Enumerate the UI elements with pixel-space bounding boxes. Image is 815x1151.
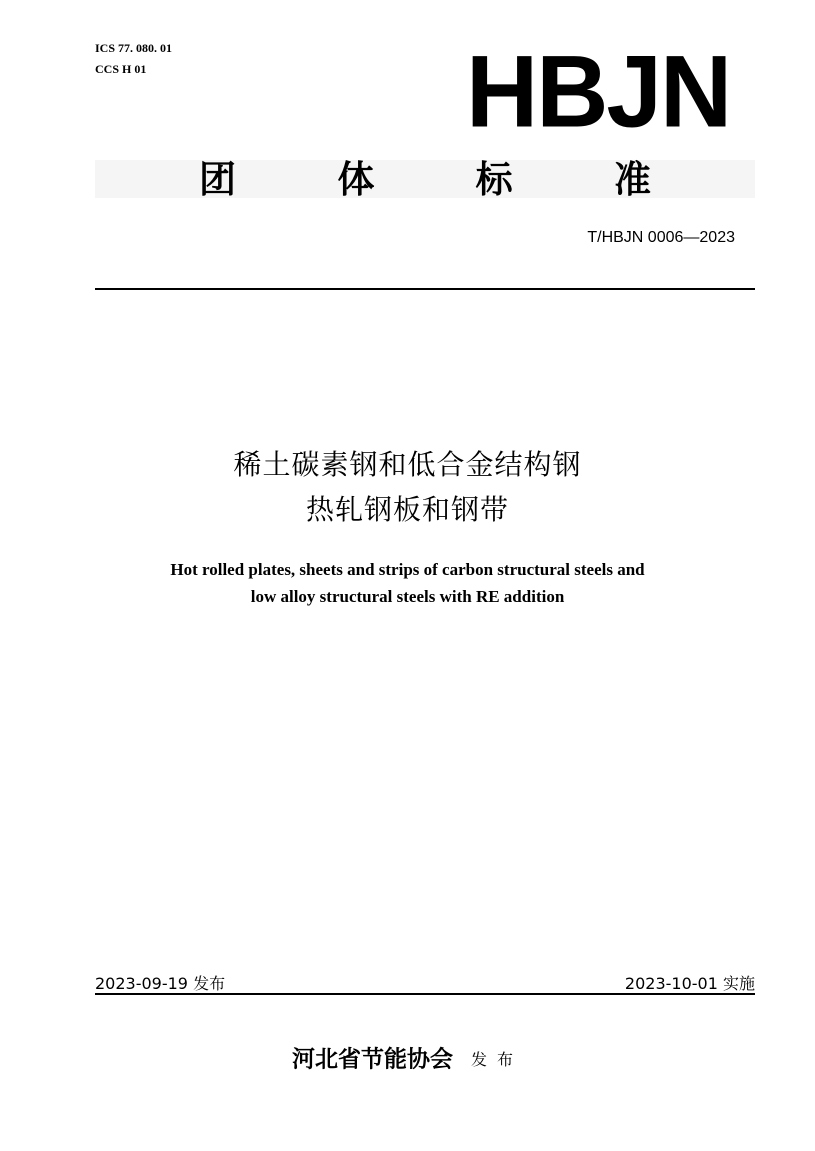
standard-type-heading <box>95 155 755 205</box>
title-chinese-line-2: 热轧钢板和钢带 <box>305 493 509 526</box>
title-english-line-2: low alloy structural steels with RE addition <box>250 587 565 606</box>
title-chinese-line-1: 稀土碳素钢和低合金结构钢 <box>233 448 582 481</box>
standard-type-char: 标 <box>475 158 513 201</box>
publisher-organization: 河北省节能协会 <box>291 1045 453 1073</box>
top-divider <box>95 288 755 290</box>
bottom-divider <box>95 993 755 995</box>
standard-type-char: 团 <box>199 158 236 201</box>
ics-code: ICS 77. 080. 01 <box>95 41 173 55</box>
publisher-action: 发布 <box>470 1049 523 1069</box>
classification-codes <box>95 38 172 80</box>
title-english <box>0 556 815 610</box>
publisher-line <box>0 1042 815 1077</box>
title-english-line-1: Hot rolled plates, sheets and strips of carbon structural steels and <box>170 560 645 579</box>
standard-type-char: 准 <box>613 158 651 201</box>
issue-date: 2023-09-19 发布 <box>95 974 226 993</box>
ccs-code: CCS H 01 <box>95 62 147 76</box>
standard-number: T/HBJN 0006—2023 <box>587 229 735 246</box>
standard-type-char: 体 <box>337 158 375 201</box>
implementation-date: 2023-10-01 实施 <box>624 974 755 993</box>
hbjn-logo: HBJN <box>466 34 731 150</box>
